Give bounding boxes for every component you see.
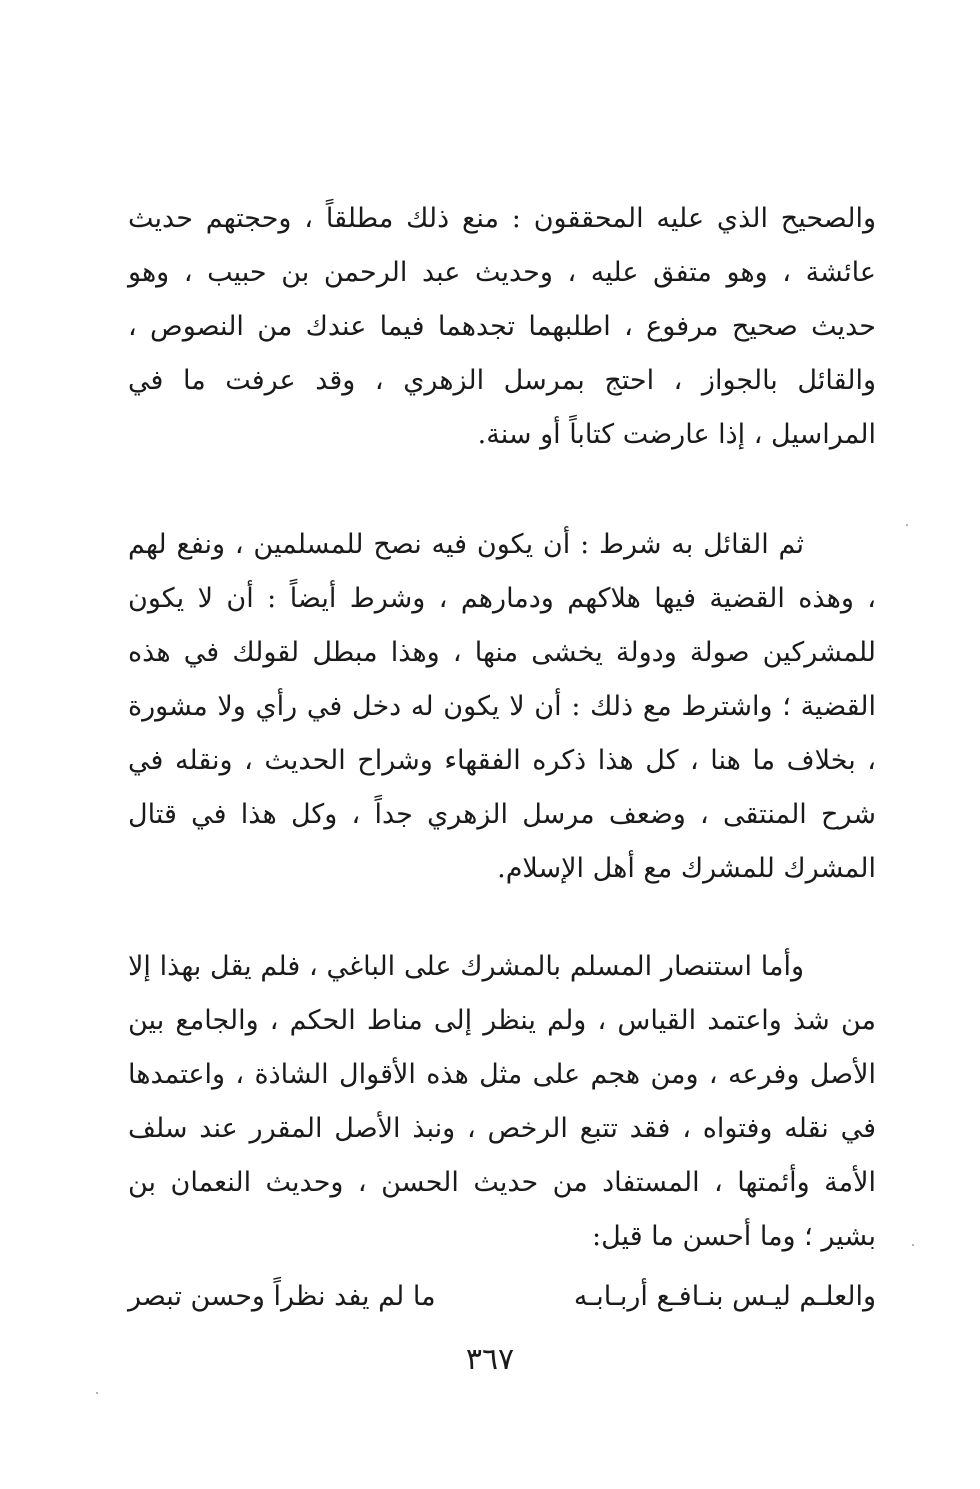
page-number: ٣٦٧: [465, 1342, 515, 1377]
paragraph-1-text: والصحيح الذي عليه المحققون : منع ذلك مطلقاً ، وحجتهم حديث عائشة ، وهو متفق عليه ، وحديث عبد الرحمن بن حبيب ، وهو حديث صحيح مرفوع ، اطلبهما تجدهما فيما عندك من النصوص ، والقائل بالجواز ، احتج بمرسل الزهري ، وقد عرفت ما في المراسيل ، إذا عارضت كتاباً أو سنة.: [128, 203, 876, 450]
scan-speck: [906, 524, 908, 526]
scan-speck: [912, 1244, 914, 1246]
paragraph-2: [128, 518, 876, 896]
paragraph-3-text: وأما استنصار المسلم بالمشرك على الباغي ، فلم يقل بهذا إلا من شذ واعتمد القياس ، ولم ينظر إلى مناط الحكم ، والجامع بين الأصل وفرعه ، ومن هجم على مثل هذه الأقوال الشاذة ، واعتمدها في نقله وفتواه ، فقد تتبع الرخص ، ونبذ الأصل المقرر عند سلف الأمة وأئمتها ، المستفاد من حديث الحسن ، وحديث النعمان بن بشير ؛ وما أحسن ما قيل:: [128, 951, 876, 1252]
verse-second-hemistich: ما لم يفد نظراً وحسن تبصر: [128, 1281, 436, 1312]
verse-first-hemistich: والعلـم ليـس بنـافـع أربـابـه: [573, 1281, 876, 1312]
paragraph-2-text: ثم القائل به شرط : أن يكون فيه نصح للمسلمين ، ونفع لهم ، وهذه القضية فيها هلاكهم ودمارهم ، وشرط أيضاً : أن لا يكون للمشركين صولة ودولة يخشى منها ، وهذا مبطل لقولك في هذه القضية ؛ واشترط مع ذلك : أن لا يكون له دخل في رأي ولا مشورة ، بخلاف ما هنا ، كل هذا ذكره الفقهاء وشراح الحديث ، ونقله في شرح المنتقى ، وضعف مرسل الزهري جداً ، وكل هذا في قتال المشرك للمشرك مع أهل الإسلام.: [128, 529, 876, 884]
scan-speck: [96, 1392, 98, 1394]
paragraph-3: [128, 940, 876, 1264]
poetry-verse: [128, 1270, 876, 1324]
paragraph-1: [128, 192, 876, 462]
